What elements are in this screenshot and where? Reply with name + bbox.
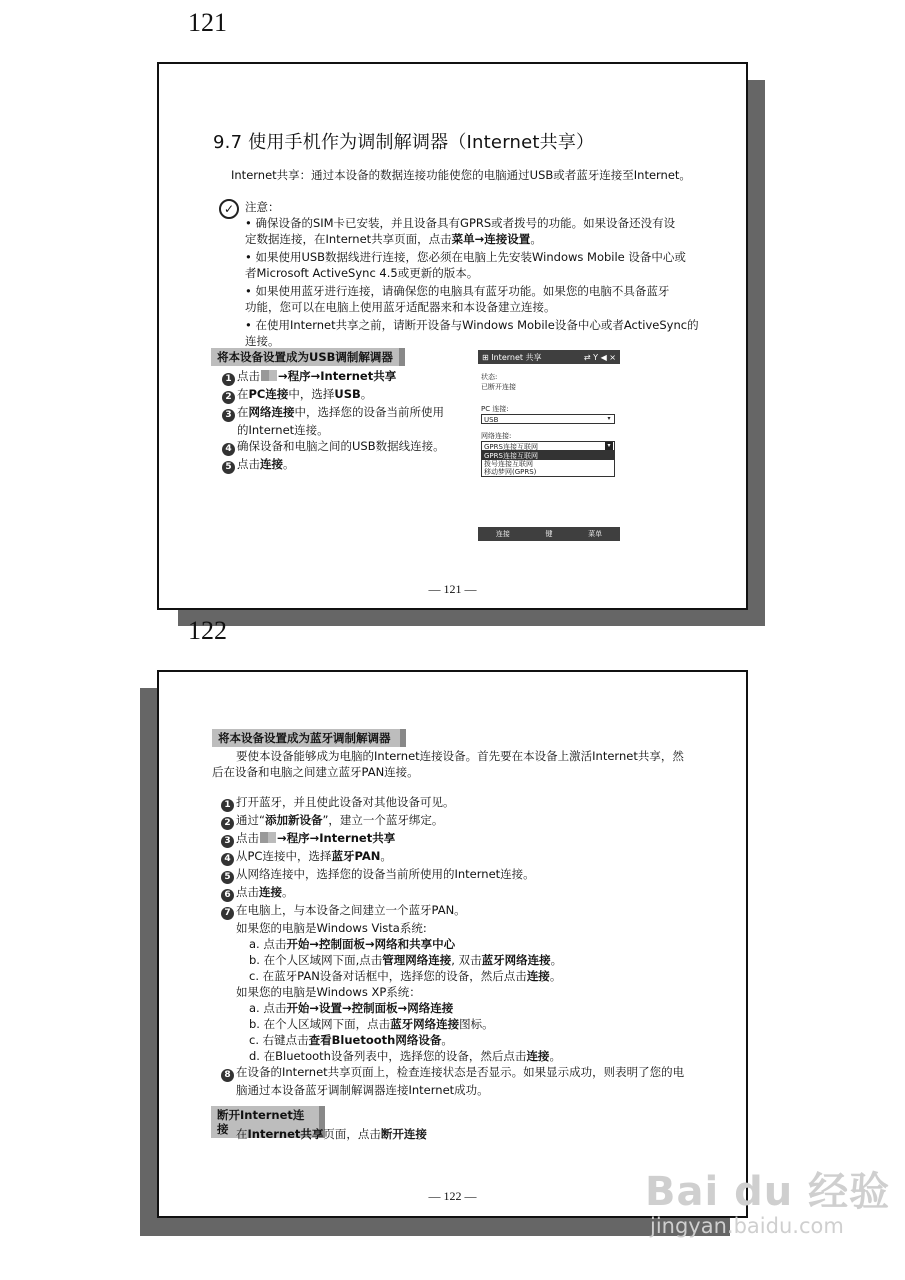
xp-heading: 如果您的电脑是Windows XP系统： <box>236 985 421 999</box>
phone-title: Internet 共享 <box>491 352 542 362</box>
note-line: 功能，您可以在电脑上使用蓝牙适配器来和本设备建立连接。 <box>245 300 556 314</box>
xp-step-d: d. 在Bluetooth设备列表中，选择您的设备，然后点击连接。 <box>249 1049 561 1063</box>
windows-start-icon <box>260 832 276 843</box>
usb-steps <box>222 368 462 474</box>
step-5: 5 从网络连接中，选择您的设备当前所使用的Internet连接。 <box>221 866 701 884</box>
bluetooth-section-heading: 将本设备设置成为蓝牙调制解调器 <box>212 729 406 747</box>
network-connection-select[interactable]: GPRS连接互联网 ▾ <box>481 441 615 451</box>
vista-step-a: a. 点击开始→控制面板→网络和共享中心 <box>249 937 456 951</box>
step-8-cont: 脑通过本设备蓝牙调制解调器连接Internet成功。 <box>236 1083 489 1097</box>
step-3-cont: 的Internet连接。 <box>237 423 329 437</box>
note-line: • 如果使用蓝牙进行连接，请确保您的电脑具有蓝牙功能。如果您的电脑不具备蓝牙 <box>245 284 670 298</box>
phone-softkey-bar <box>478 527 620 541</box>
page-number: 122 <box>188 616 227 645</box>
baidu-watermark-logo: Bai du 经验 <box>645 1169 891 1215</box>
step-3: 3 在网络连接中，选择您的设备当前所使用 <box>222 404 462 422</box>
pc-connection-label: PC 连接: <box>481 405 509 413</box>
vista-heading: 如果您的电脑是Windows Vista系统: <box>236 921 427 935</box>
step-2: 2 通过“添加新设备”，建立一个蓝牙绑定。 <box>221 812 701 830</box>
bluetooth-intro <box>212 748 702 780</box>
xp-step-c: c. 右键点击查看Bluetooth网络设备。 <box>249 1033 453 1047</box>
vista-step-b: b. 在个人区域网下面,点击管理网络连接, 双击蓝牙网络连接。 <box>249 953 563 967</box>
intro-line: 要使本设备能够成为电脑的Internet连接设备。首先要在本设备上激活Internet共享，然 <box>236 749 684 763</box>
step-2: 2 在PC连接中，选择USB。 <box>222 386 462 404</box>
step-4: 4 从PC连接中，选择蓝牙PAN。 <box>221 848 701 866</box>
step-8: 8 在设备的Internet共享页面上，检查连接状态是否显示。如果显示成功，则表明了您的电 <box>221 1064 701 1082</box>
page-number: 121 <box>188 8 227 37</box>
list-item[interactable]: 移动梦网(GPRS) <box>484 468 537 476</box>
step-6: 6 点击连接。 <box>221 884 701 902</box>
status-label: 状态: <box>481 373 498 381</box>
note-line: 者Microsoft ActiveSync 4.5或更新的版本。 <box>245 266 479 280</box>
page-footer: — 121 — <box>428 582 477 596</box>
intro-text: Internet共享：通过本设备的数据连接功能使您的电脑通过USB或者蓝牙连接至Internet。 <box>231 168 691 182</box>
disconnect-section-heading: 断开Internet连接 <box>211 1106 325 1138</box>
page-footer: — 122 — <box>428 1189 477 1203</box>
vista-step-c: c. 在蓝牙PAN设备对话框中，选择您的设备，然后点击连接。 <box>249 969 562 983</box>
windows-start-icon <box>261 370 277 381</box>
chevron-down-icon: ▾ <box>607 415 611 422</box>
bluetooth-steps <box>221 794 701 1098</box>
list-item[interactable]: GPRS连接互联网 <box>482 452 614 460</box>
network-options-list[interactable] <box>481 451 615 477</box>
menu-softkey[interactable]: 菜单 <box>588 530 603 538</box>
chevron-down-icon: ▾ <box>605 442 613 450</box>
note-line: 定数据连接，在Internet共享页面，点击菜单→连接设置。 <box>245 232 542 246</box>
note-line: 连接。 <box>245 334 280 348</box>
section-title: 9.7 使用手机作为调制解调器（Internet共享） <box>213 132 595 153</box>
step-1: 1 打开蓝牙，并且使此设备对其他设备可见。 <box>221 794 701 812</box>
step-5: 5 点击连接。 <box>222 456 462 474</box>
step-1: 1 点击 →程序→Internet共享 <box>222 368 462 386</box>
keyboard-softkey[interactable]: 键 <box>545 530 553 538</box>
network-connection-label: 网络连接: <box>481 432 512 440</box>
windows-start-icon: ⊞ <box>482 352 492 362</box>
xp-step-b: b. 在个人区域网下面，点击蓝牙网络连接图标。 <box>249 1017 494 1031</box>
usb-section-heading: 将本设备设置成为USB调制解调器 <box>211 348 405 366</box>
note-line: • 确保设备的SIM卡已安装，并且设备具有GPRS或者拨号的功能。如果设备还没有设 <box>245 216 676 230</box>
step-4: 4 确保设备和电脑之间的USB数据线连接。 <box>222 438 462 456</box>
phone-screenshot <box>478 350 620 541</box>
phone-title-bar <box>478 350 620 364</box>
note-label: 注意： <box>245 200 280 214</box>
note-line: • 在使用Internet共享之前，请断开设备与Windows Mobile设备中心或者ActiveSync的 <box>245 318 699 332</box>
baidu-watermark-url: jingyan.baidu.com <box>650 1214 844 1238</box>
intro-line: 后在设备和电脑之间建立蓝牙PAN连接。 <box>212 765 419 779</box>
pc-connection-select[interactable]: USB ▾ <box>481 414 615 424</box>
step-7: 7 在电脑上，与本设备之间建立一个蓝牙PAN。 <box>221 902 701 920</box>
note-line: • 如果使用USB数据线进行连接，您必须在电脑上先安装Windows Mobile 设备中心或 <box>245 250 686 264</box>
xp-step-a: a. 点击开始→设置→控制面板→网络连接 <box>249 1001 454 1015</box>
status-value: 已断开连接 <box>481 383 516 391</box>
note-check-icon: ✓ <box>219 199 239 219</box>
step-3: 3 点击 →程序→Internet共享 <box>221 830 701 848</box>
phone-status-icons: ⇄ Y ◀ × <box>583 352 616 362</box>
connect-softkey[interactable]: 连接 <box>495 530 510 538</box>
disconnect-text: 在Internet共享页面，点击断开连接 <box>236 1127 427 1141</box>
notes-block <box>245 199 715 349</box>
list-item[interactable]: 拨号连接互联网 <box>484 460 533 468</box>
